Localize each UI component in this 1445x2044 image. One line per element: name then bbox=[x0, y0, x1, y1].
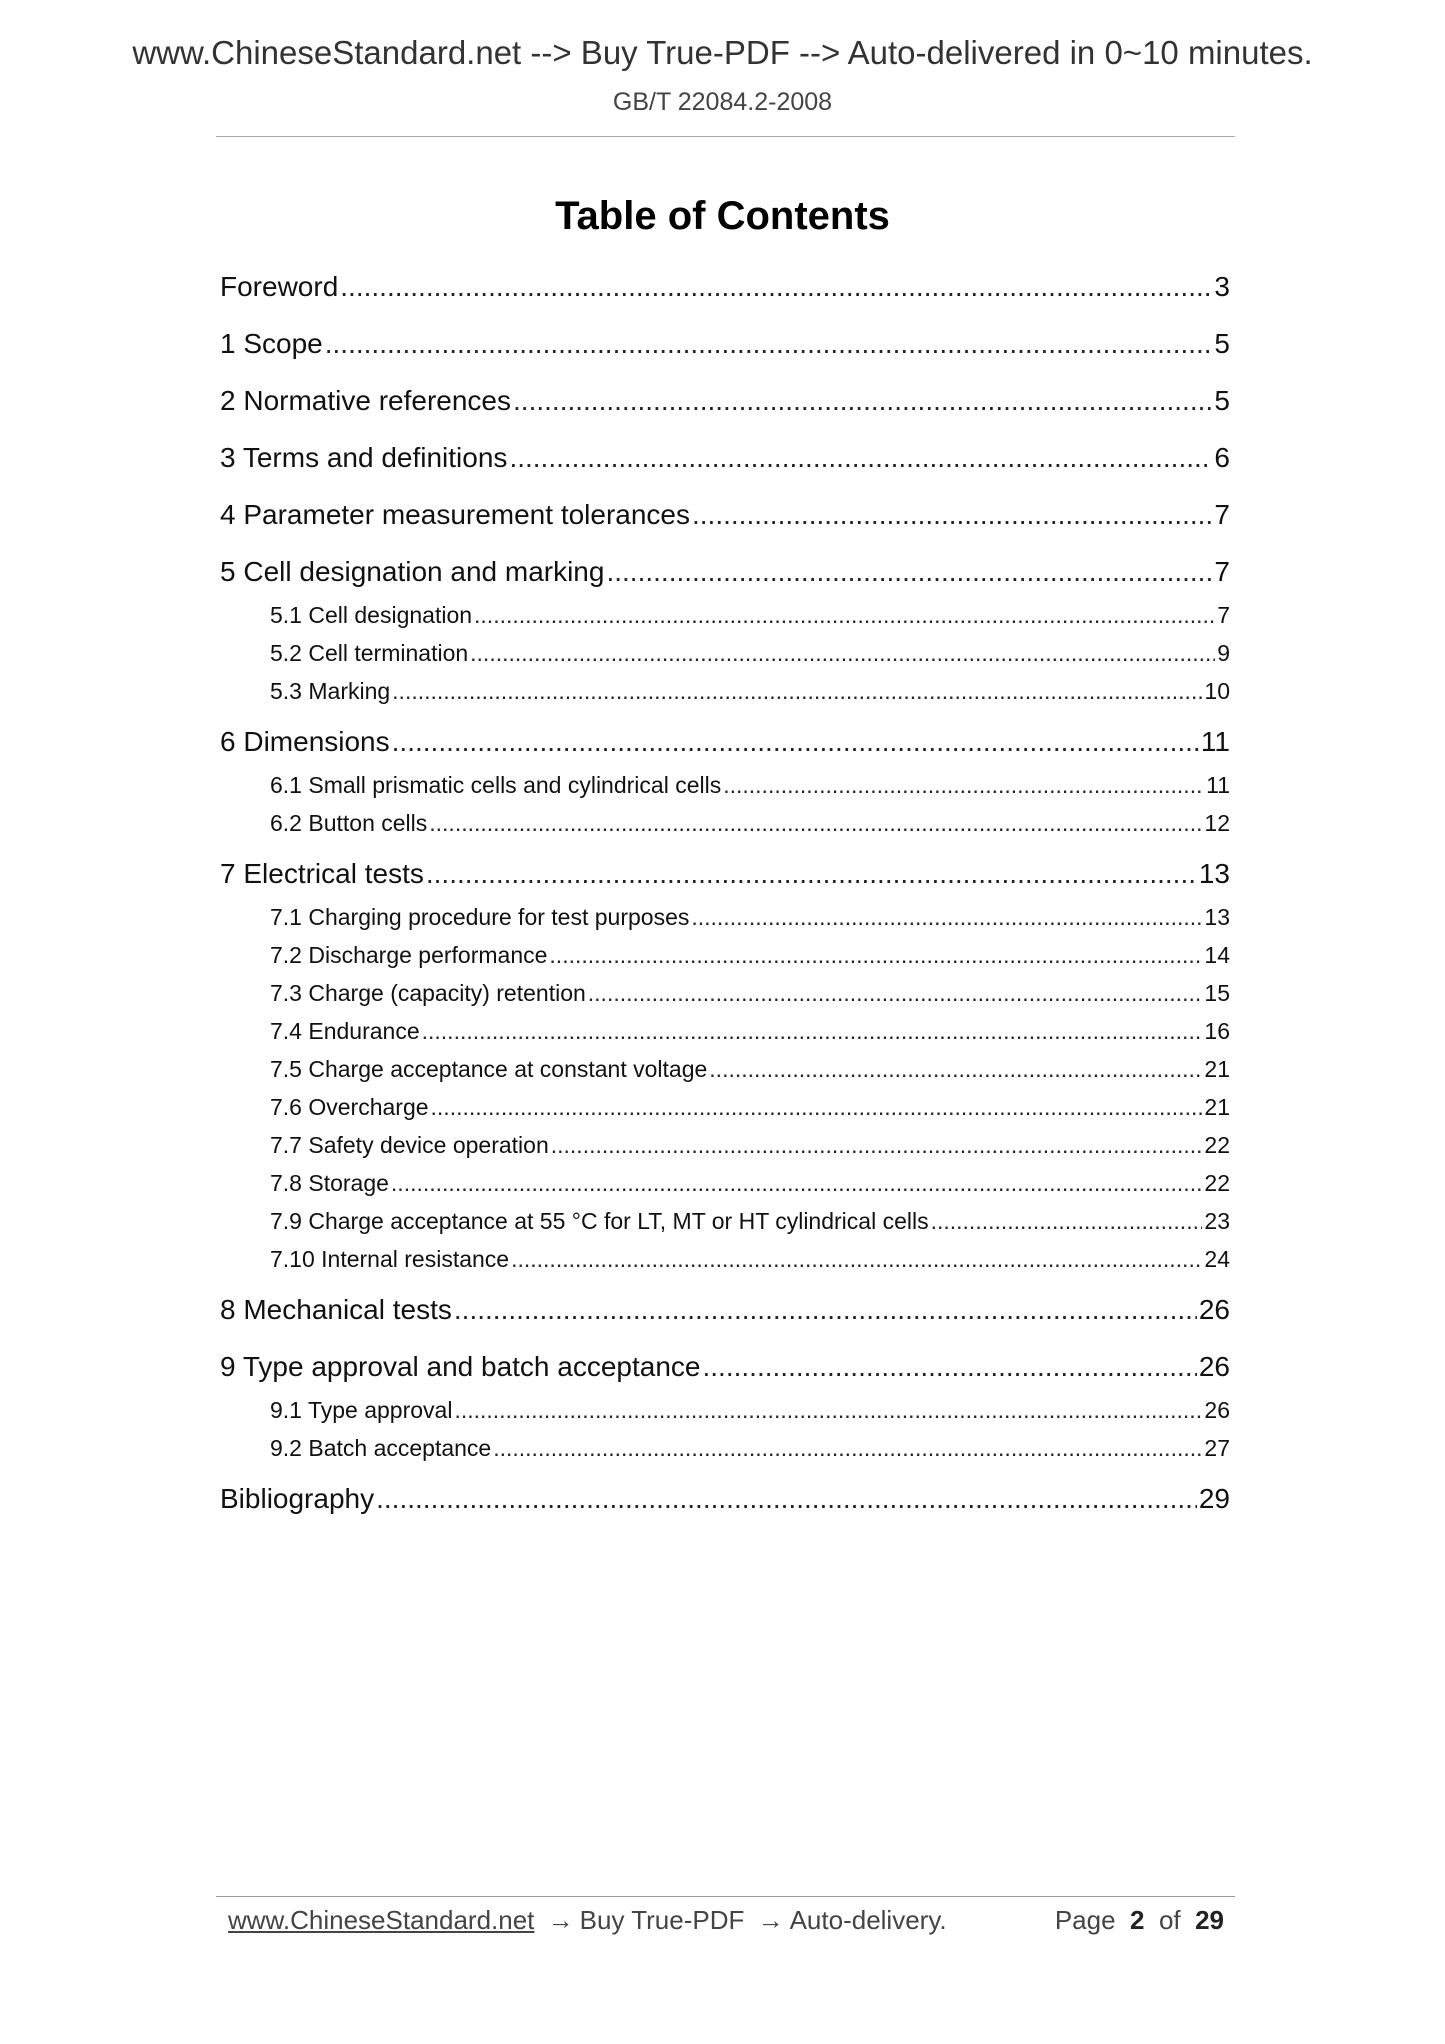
toc-entry-page: 14 bbox=[1204, 942, 1230, 968]
toc-entry-bibliography[interactable] bbox=[220, 1480, 1230, 1537]
toc-entry-charging-procedure[interactable] bbox=[220, 902, 1230, 940]
toc-entry-title: Foreword bbox=[220, 271, 339, 302]
toc-entry-page: 16 bbox=[1204, 1018, 1230, 1044]
of-label: of bbox=[1158, 1905, 1181, 1935]
dot-leader bbox=[703, 1348, 1197, 1386]
footer-promo bbox=[228, 1900, 947, 1940]
toc-entry-page: 23 bbox=[1204, 1208, 1230, 1234]
toc-entry-terms-and-definitions[interactable] bbox=[220, 439, 1230, 496]
dot-leader bbox=[429, 808, 1202, 838]
dot-leader bbox=[431, 1092, 1203, 1122]
toc-entry-discharge-performance[interactable] bbox=[220, 940, 1230, 978]
arrow-right-icon: → bbox=[757, 1905, 784, 1935]
toc-entry-title: 6.1 Small prismatic cells and cylindrical cells bbox=[270, 772, 722, 798]
toc-entry-page: 22 bbox=[1204, 1170, 1230, 1196]
toc-entry-endurance[interactable] bbox=[220, 1016, 1230, 1054]
toc-entry-mechanical-tests[interactable] bbox=[220, 1291, 1230, 1348]
dot-leader bbox=[606, 553, 1212, 591]
toc-entry-title: 9 Type approval and batch acceptance bbox=[220, 1351, 701, 1382]
toc-entry-title: 1 Scope bbox=[220, 328, 323, 359]
toc-entry-title: 4 Parameter measurement tolerances bbox=[220, 499, 690, 530]
toc-entry-page: 3 bbox=[1214, 271, 1230, 302]
toc-entry-title: 7.4 Endurance bbox=[270, 1018, 420, 1044]
toc-entry-title: 6 Dimensions bbox=[220, 726, 390, 757]
page-total: 29 bbox=[1195, 1905, 1224, 1935]
page-current: 2 bbox=[1130, 1905, 1145, 1935]
toc-entry-page: 7 bbox=[1217, 602, 1230, 628]
dot-leader bbox=[454, 1395, 1202, 1425]
document-id: GB/T 22084.2-2008 bbox=[612, 88, 833, 116]
toc-entry-marking[interactable] bbox=[220, 676, 1230, 723]
dot-leader bbox=[513, 382, 1212, 420]
table-of-contents bbox=[220, 268, 1230, 1537]
footer-delivery-text: Auto-delivery. bbox=[789, 1905, 947, 1935]
toc-entry-page: 15 bbox=[1204, 980, 1230, 1006]
dot-leader bbox=[454, 1291, 1197, 1329]
page-label: Page bbox=[1054, 1905, 1116, 1935]
toc-entry-title: 5.3 Marking bbox=[270, 678, 391, 704]
dot-leader bbox=[588, 978, 1203, 1008]
toc-entry-page: 7 bbox=[1214, 556, 1230, 587]
footer-buy-text: Buy True-PDF bbox=[579, 1905, 745, 1935]
toc-entry-charge-retention[interactable] bbox=[220, 978, 1230, 1016]
toc-entry-page: 22 bbox=[1204, 1132, 1230, 1158]
toc-entry-page: 11 bbox=[1200, 726, 1230, 757]
dot-leader bbox=[392, 723, 1199, 761]
dot-leader bbox=[709, 1054, 1202, 1084]
toc-entry-cell-designation-and-marking[interactable] bbox=[220, 553, 1230, 600]
toc-title: Table of Contents bbox=[555, 194, 890, 238]
toc-entry-parameter-measurement-tolerances[interactable] bbox=[220, 496, 1230, 553]
page-footer bbox=[228, 1900, 1224, 1940]
dot-leader bbox=[551, 1130, 1203, 1160]
arrow-right-icon: → bbox=[547, 1905, 574, 1935]
toc-entry-title: 5.1 Cell designation bbox=[270, 602, 473, 628]
toc-entry-internal-resistance[interactable] bbox=[220, 1244, 1230, 1291]
toc-entry-title: 2 Normative references bbox=[220, 385, 512, 416]
toc-entry-page: 26 bbox=[1198, 1294, 1230, 1325]
toc-entry-safety-device-operation[interactable] bbox=[220, 1130, 1230, 1168]
toc-entry-type-approval[interactable] bbox=[220, 1395, 1230, 1433]
toc-entry-normative-references[interactable] bbox=[220, 382, 1230, 439]
toc-entry-page: 9 bbox=[1217, 640, 1230, 666]
dot-leader bbox=[422, 1016, 1203, 1046]
dot-leader bbox=[325, 325, 1213, 363]
dot-leader bbox=[474, 600, 1215, 630]
toc-entry-type-approval-and-batch-acceptance[interactable] bbox=[220, 1348, 1230, 1395]
toc-entry-page: 24 bbox=[1204, 1246, 1230, 1272]
dot-leader bbox=[931, 1206, 1203, 1236]
toc-entry-page: 26 bbox=[1204, 1397, 1230, 1423]
toc-entry-page: 12 bbox=[1204, 810, 1230, 836]
toc-entry-title: 9.2 Batch acceptance bbox=[270, 1435, 492, 1461]
toc-entry-title: 7.9 Charge acceptance at 55 °C for LT, MT or HT cylindrical cells bbox=[270, 1208, 929, 1234]
toc-entry-page: 29 bbox=[1198, 1483, 1230, 1514]
toc-entry-title: 7.2 Discharge performance bbox=[270, 942, 548, 968]
dot-leader bbox=[493, 1433, 1202, 1463]
toc-entry-charge-acceptance-55c[interactable] bbox=[220, 1206, 1230, 1244]
toc-entry-page: 10 bbox=[1204, 678, 1230, 704]
toc-entry-page: 21 bbox=[1204, 1094, 1230, 1120]
toc-entry-batch-acceptance[interactable] bbox=[220, 1433, 1230, 1480]
toc-entry-title: 7.1 Charging procedure for test purposes bbox=[270, 904, 690, 930]
dot-leader bbox=[509, 439, 1212, 477]
toc-entry-page: 21 bbox=[1204, 1056, 1230, 1082]
toc-entry-title: 7 Electrical tests bbox=[220, 858, 424, 889]
toc-entry-page: 11 bbox=[1206, 772, 1230, 798]
toc-entry-page: 5 bbox=[1214, 385, 1230, 416]
page-indicator bbox=[1055, 1900, 1224, 1940]
dot-leader bbox=[376, 1480, 1197, 1518]
toc-entry-page: 27 bbox=[1204, 1435, 1230, 1461]
top-banner[interactable]: www.ChineseStandard.net --> Buy True-PDF --> Auto-delivered in 0~10 minutes. bbox=[132, 34, 1313, 71]
toc-entry-storage[interactable] bbox=[220, 1168, 1230, 1206]
toc-entry-title: 7.6 Overcharge bbox=[270, 1094, 429, 1120]
toc-entry-title: 7.10 Internal resistance bbox=[270, 1246, 510, 1272]
toc-entry-title: 8 Mechanical tests bbox=[220, 1294, 452, 1325]
dot-leader bbox=[340, 268, 1212, 306]
toc-entry-title: 5.2 Cell termination bbox=[270, 640, 469, 666]
toc-entry-electrical-tests[interactable] bbox=[220, 855, 1230, 902]
toc-entry-title: 7.7 Safety device operation bbox=[270, 1132, 549, 1158]
dot-leader bbox=[426, 855, 1197, 893]
dot-leader bbox=[511, 1244, 1202, 1274]
toc-entry-scope[interactable] bbox=[220, 325, 1230, 382]
toc-entry-title: 7.8 Storage bbox=[270, 1170, 389, 1196]
toc-entry-page: 5 bbox=[1214, 328, 1230, 359]
footer-divider bbox=[216, 1896, 1235, 1897]
dot-leader bbox=[723, 770, 1204, 800]
toc-entry-charge-acceptance-constant-voltage[interactable] bbox=[220, 1054, 1230, 1092]
toc-entry-dimensions[interactable] bbox=[220, 723, 1230, 770]
toc-entry-page: 13 bbox=[1204, 904, 1230, 930]
toc-entry-title: 6.2 Button cells bbox=[270, 810, 428, 836]
dot-leader bbox=[549, 940, 1202, 970]
dot-leader bbox=[691, 902, 1202, 932]
toc-entry-cell-termination[interactable] bbox=[220, 638, 1230, 676]
toc-entry-foreword[interactable] bbox=[220, 268, 1230, 325]
toc-entry-small-prismatic-cells[interactable] bbox=[220, 770, 1230, 808]
dot-leader bbox=[692, 496, 1212, 534]
dot-leader bbox=[392, 676, 1202, 706]
toc-entry-title: 3 Terms and definitions bbox=[220, 442, 508, 473]
toc-entry-page: 7 bbox=[1214, 499, 1230, 530]
toc-entry-title: 7.3 Charge (capacity) retention bbox=[270, 980, 586, 1006]
toc-entry-title: 7.5 Charge acceptance at constant voltage bbox=[270, 1056, 708, 1082]
toc-entry-page: 6 bbox=[1214, 442, 1230, 473]
toc-entry-title: 9.1 Type approval bbox=[270, 1397, 453, 1423]
footer-site-link[interactable]: www.ChineseStandard.net bbox=[228, 1905, 535, 1935]
dot-leader bbox=[470, 638, 1215, 668]
toc-entry-cell-designation[interactable] bbox=[220, 600, 1230, 638]
toc-entry-page: 26 bbox=[1198, 1351, 1230, 1382]
toc-entry-title: Bibliography bbox=[220, 1483, 375, 1514]
toc-entry-button-cells[interactable] bbox=[220, 808, 1230, 855]
toc-entry-title: 5 Cell designation and marking bbox=[220, 556, 605, 587]
toc-entry-page: 13 bbox=[1198, 858, 1230, 889]
header-divider bbox=[216, 136, 1235, 137]
dot-leader bbox=[391, 1168, 1202, 1198]
toc-entry-overcharge[interactable] bbox=[220, 1092, 1230, 1130]
